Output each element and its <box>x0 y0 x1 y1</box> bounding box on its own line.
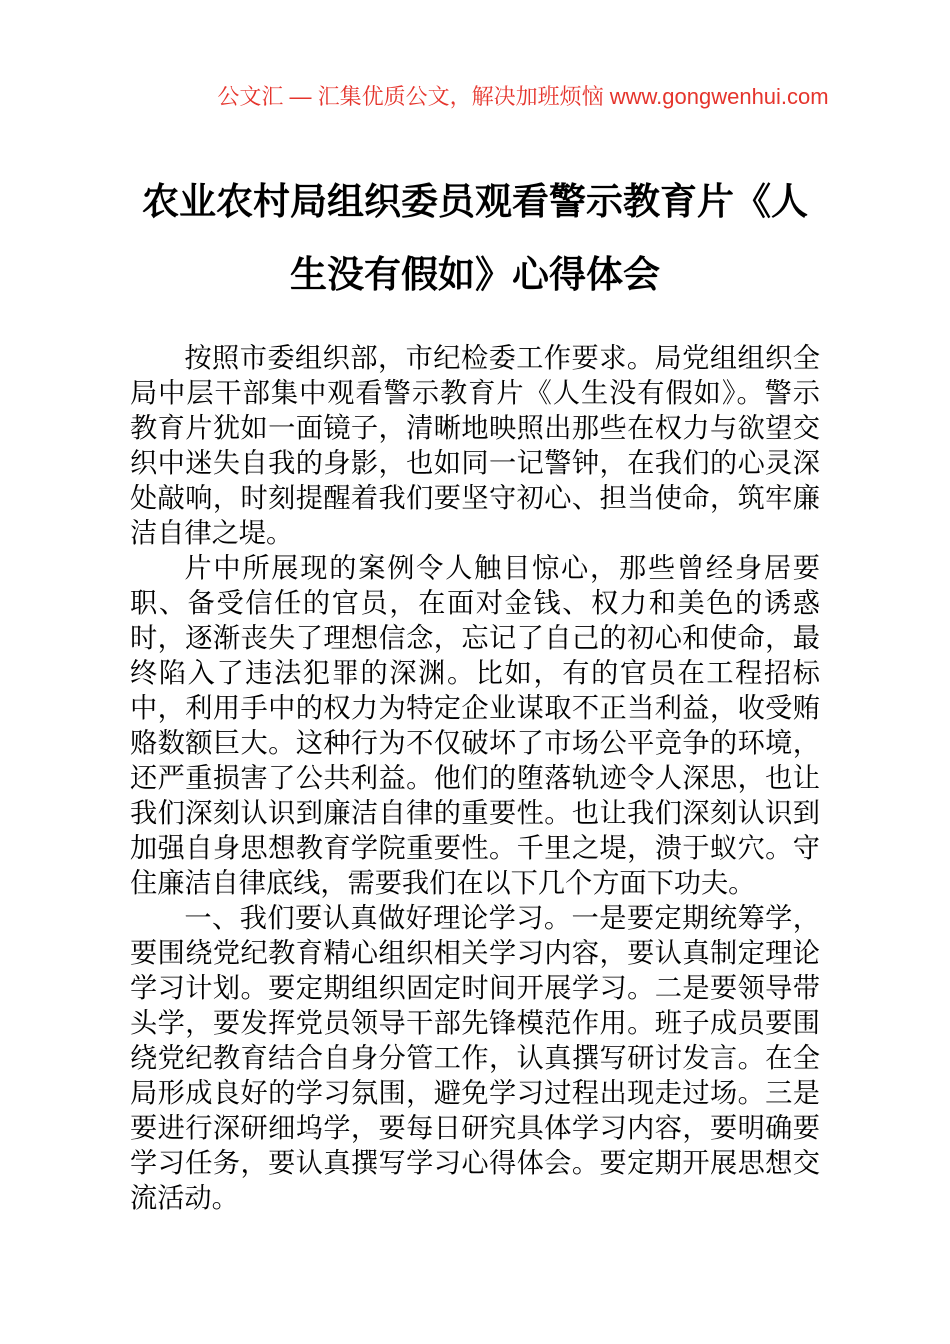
document-title: 农业农村局组织委员观看警示教育片《人生没有假如》心得体会 <box>142 181 808 295</box>
document-body <box>130 340 820 1215</box>
watermark-header: 公文汇 — 汇集优质公文，解决加班烦恼 www.gongwenhui.com <box>217 84 829 109</box>
body-paragraph: 片中所展现的案例令人触目惊心，那些曾经身居要职、备受信任的官员，在面对金钱、权力和美色的诱惑时，逐渐丧失了理想信念，忘记了自己的初心和使命，最终陷入了违法犯罪的深渊。比如，有的官员在工程招标中，利用手中的权力为特定企业谋取不正当利益，收受贿赂数额巨大。这种行为不仅破坏了市场公平竞争的环境，还严重损害了公共利益。他们的堕落轨迹令人深思，也让我们深刻认识到廉洁自律的重要性。也让我们深刻认识到加强自身思想教育学院重要性。千里之堤，溃于蚁穴。守住廉洁自律底线，需要我们在以下几个方面下功夫。 <box>130 552 820 898</box>
body-paragraph: 按照市委组织部，市纪检委工作要求。局党组组织全局中层干部集中观看警示教育片《人生没有假如》。警示教育片犹如一面镜子，清晰地映照出那些在权力与欲望交织中迷失自我的身影，也如同一记警钟，在我们的心灵深处敲响，时刻提醒着我们要坚守初心、担当使命，筑牢廉洁自律之堤。 <box>130 342 820 548</box>
body-paragraph: 一、我们要认真做好理论学习。一是要定期统筹学，要围绕党纪教育精心组织相关学习内容，要认真制定理论学习计划。要定期组织固定时间开展学习。二是要领导带头学，要发挥党员领导干部先锋模范作用。班子成员要围绕党纪教育结合自身分管工作，认真撰写研讨发言。在全局形成良好的学习氛围，避免学习过程出现走过场。三是要进行深研细坞学，要每日研究具体学习内容，要明确要学习任务，要认真撰写学习心得体会。要定期开展思想交流活动。 <box>130 902 820 1213</box>
